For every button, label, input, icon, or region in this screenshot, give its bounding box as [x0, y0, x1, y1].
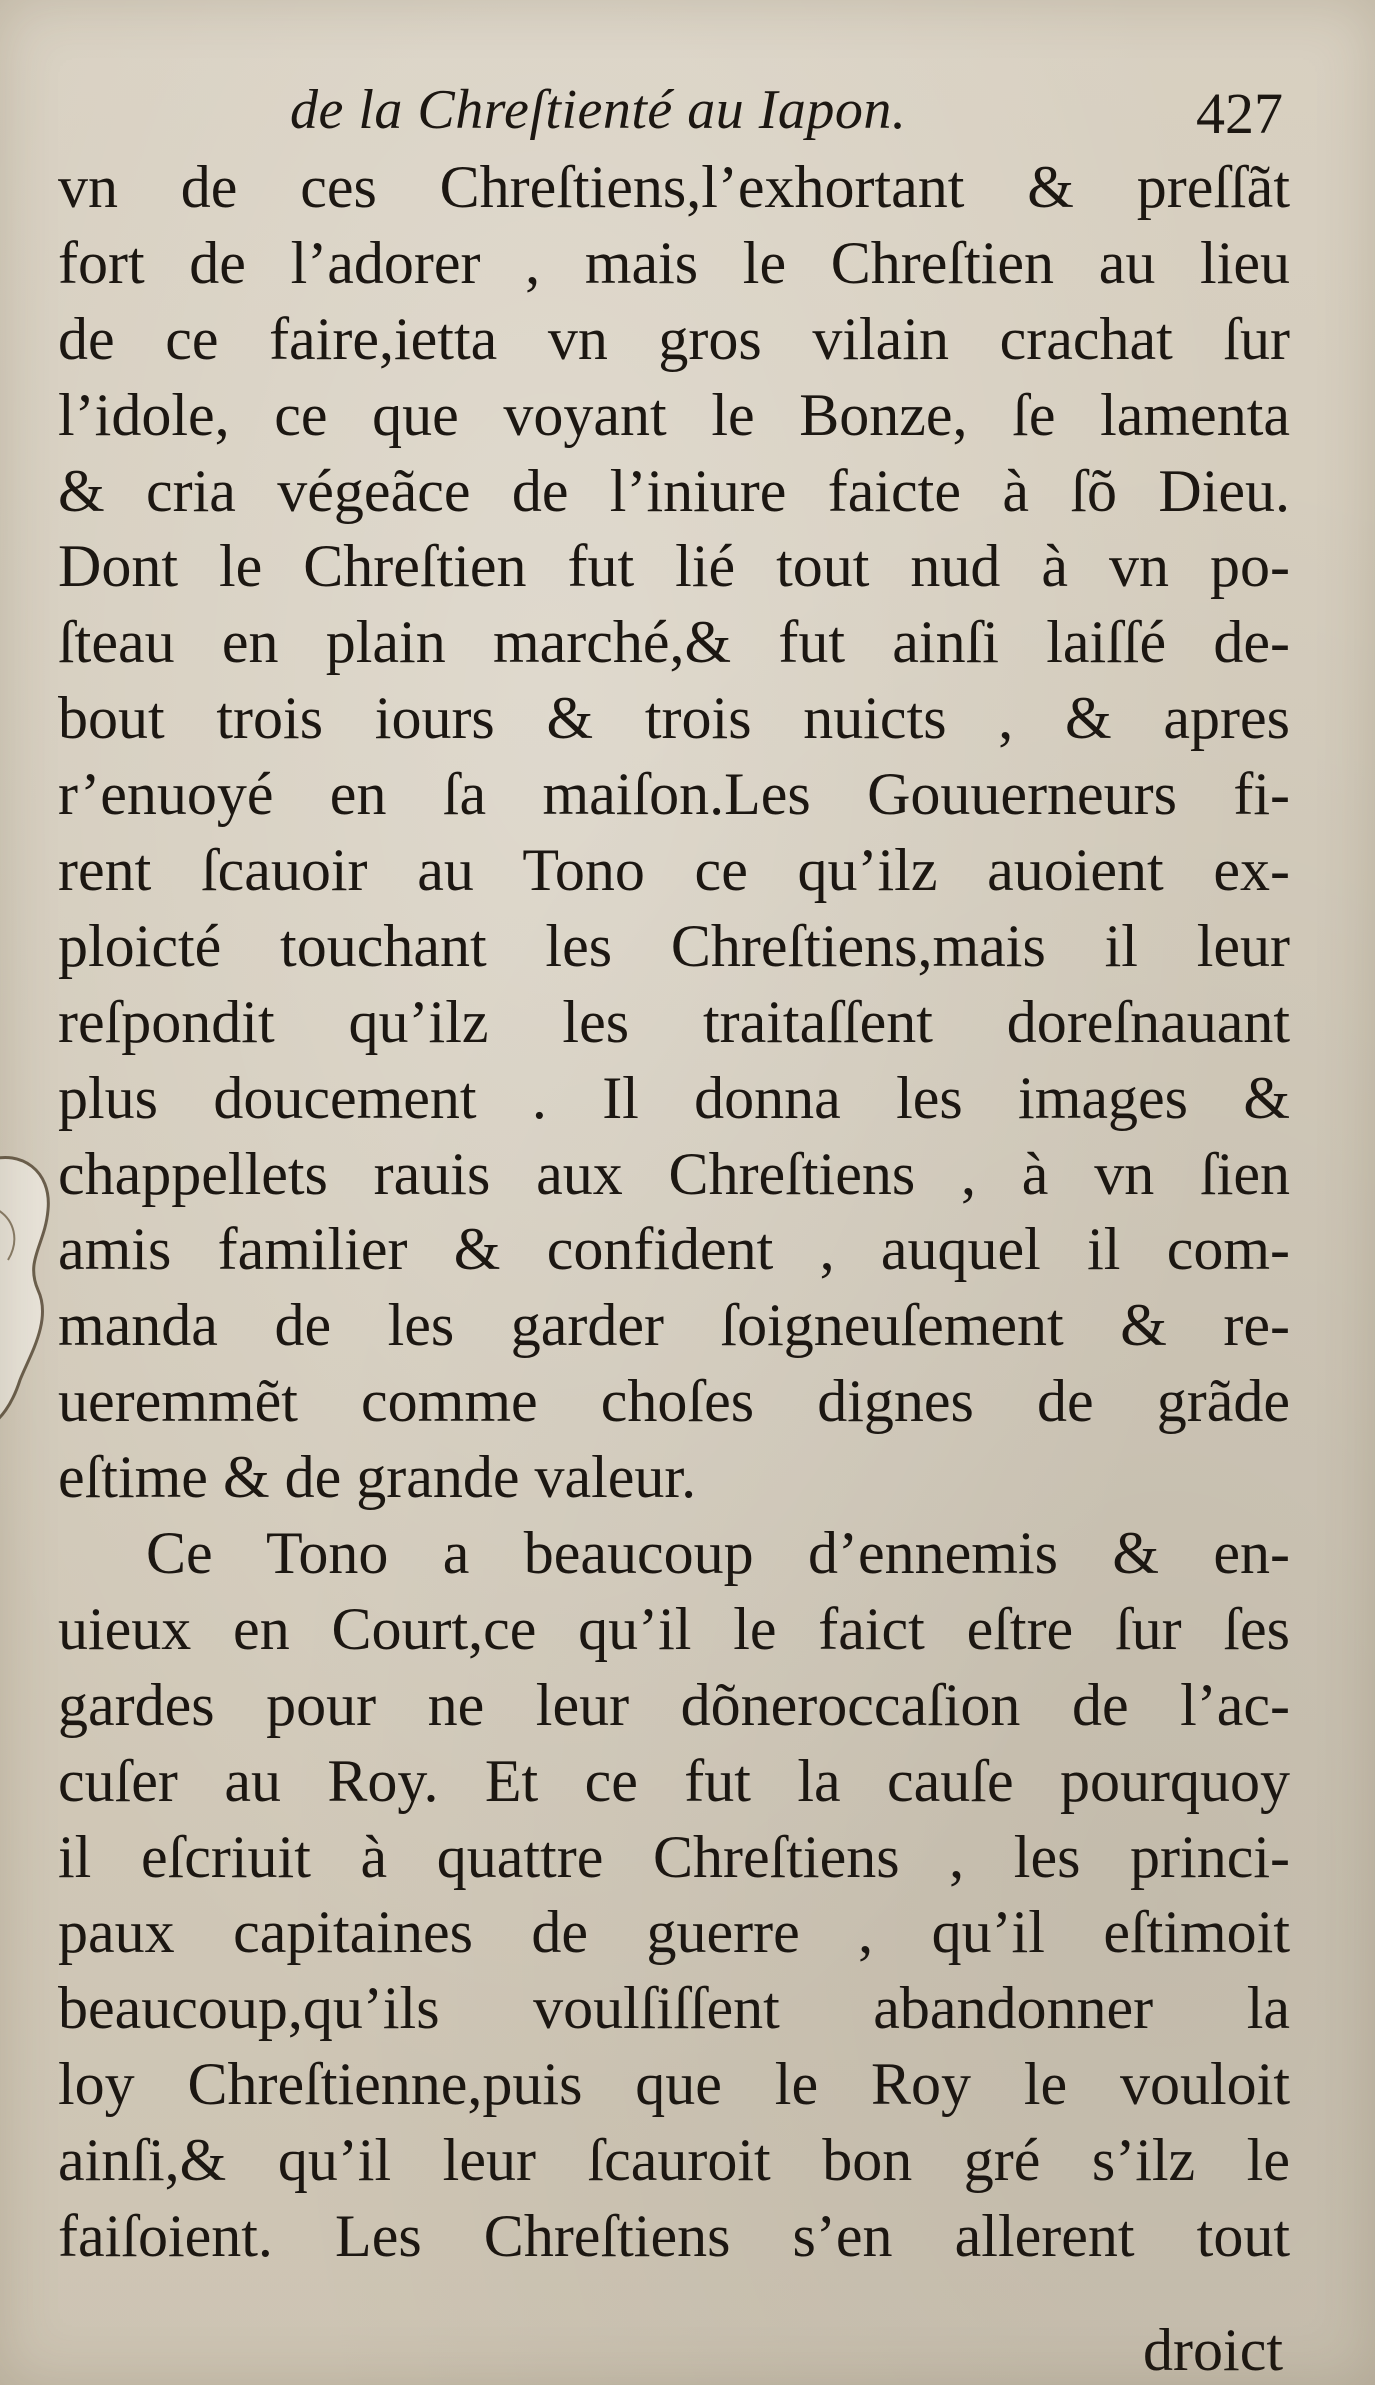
text-line: uieux en Court,ce qu’il le faict eſtre ſur ſes [58, 1595, 1290, 1662]
text-line: reſpondit qu’ilz les traitaſſent doreſnauant [58, 988, 1290, 1055]
text-line: l’idole, ce que voyant le Bonze, ſe lamenta [58, 381, 1290, 448]
text-line: & cria végeãce de l’iniure faicte à ſõ Dieu. [58, 457, 1290, 524]
text-line: eſtime & de grande valeur. [58, 1444, 697, 1511]
text-line: bout trois iours & trois nuicts , & apres [58, 685, 1290, 752]
text-line: cuſer au Roy. Et ce fut la cauſe pourquoy [58, 1747, 1290, 1814]
text-line: vn de ces Chreſtiens,l’exhortant & preſſãt [58, 154, 1290, 220]
text-line: r’enuoyé en ſa maiſon.Les Gouuerneurs fi- [58, 761, 1290, 828]
text-line: plus doucement . Il donna les images & [58, 1064, 1290, 1131]
running-title: de la Chreſtienté au Iapon. [290, 79, 907, 141]
text-line: de ce faire,ietta vn gros vilain crachat ſur [58, 305, 1290, 372]
text-line: il eſcriuit à quattre Chreſtiens , les princi- [58, 1823, 1290, 1890]
text-line: paux capitaines de guerre , qu’il eſtimoit [58, 1899, 1290, 1966]
text-line: faiſoient. Les Chreſtiens s’en allerent tout [58, 2203, 1290, 2270]
text-line: Dont le Chreſtien fut lié tout nud à vn po- [58, 533, 1290, 600]
body-text [58, 150, 1290, 2275]
text-line: manda de les garder ſoigneuſement & re- [58, 1292, 1290, 1359]
text-line: gardes pour ne leur dõneroccaſion de l’ac- [58, 1671, 1290, 1738]
text-line: amis familier & confident , auquel il com- [58, 1216, 1290, 1283]
text-line: fort de l’adorer , mais le Chreſtien au lieu [58, 229, 1290, 296]
paragraph-first-line: Ce Tono a beaucoup d’ennemis & en- [146, 1520, 1290, 1587]
text-line: ueremmẽt comme choſes dignes de grãde [58, 1368, 1290, 1435]
text-line: rent ſcauoir au Tono ce qu’ilz auoient ex- [58, 837, 1290, 904]
text-line: ainſi,& qu’il leur ſcauroit bon gré s’ilz le [58, 2127, 1290, 2194]
text-line: beaucoup,qu’ils voulſiſſent abandonner la [58, 1975, 1290, 2042]
text-line: ſteau en plain marché,& fut ainſi laiſſé de- [58, 609, 1290, 676]
text-line: ploicté touchant les Chreſtiens,mais il leur [58, 912, 1290, 979]
catchword: droict [1143, 2317, 1283, 2383]
text-line: loy Chreſtienne,puis que le Roy le vouloit [58, 2051, 1290, 2118]
text-line: chappellets rauis aux Chreſtiens , à vn ſien [58, 1140, 1290, 1207]
page-number: 427 [1196, 81, 1283, 146]
